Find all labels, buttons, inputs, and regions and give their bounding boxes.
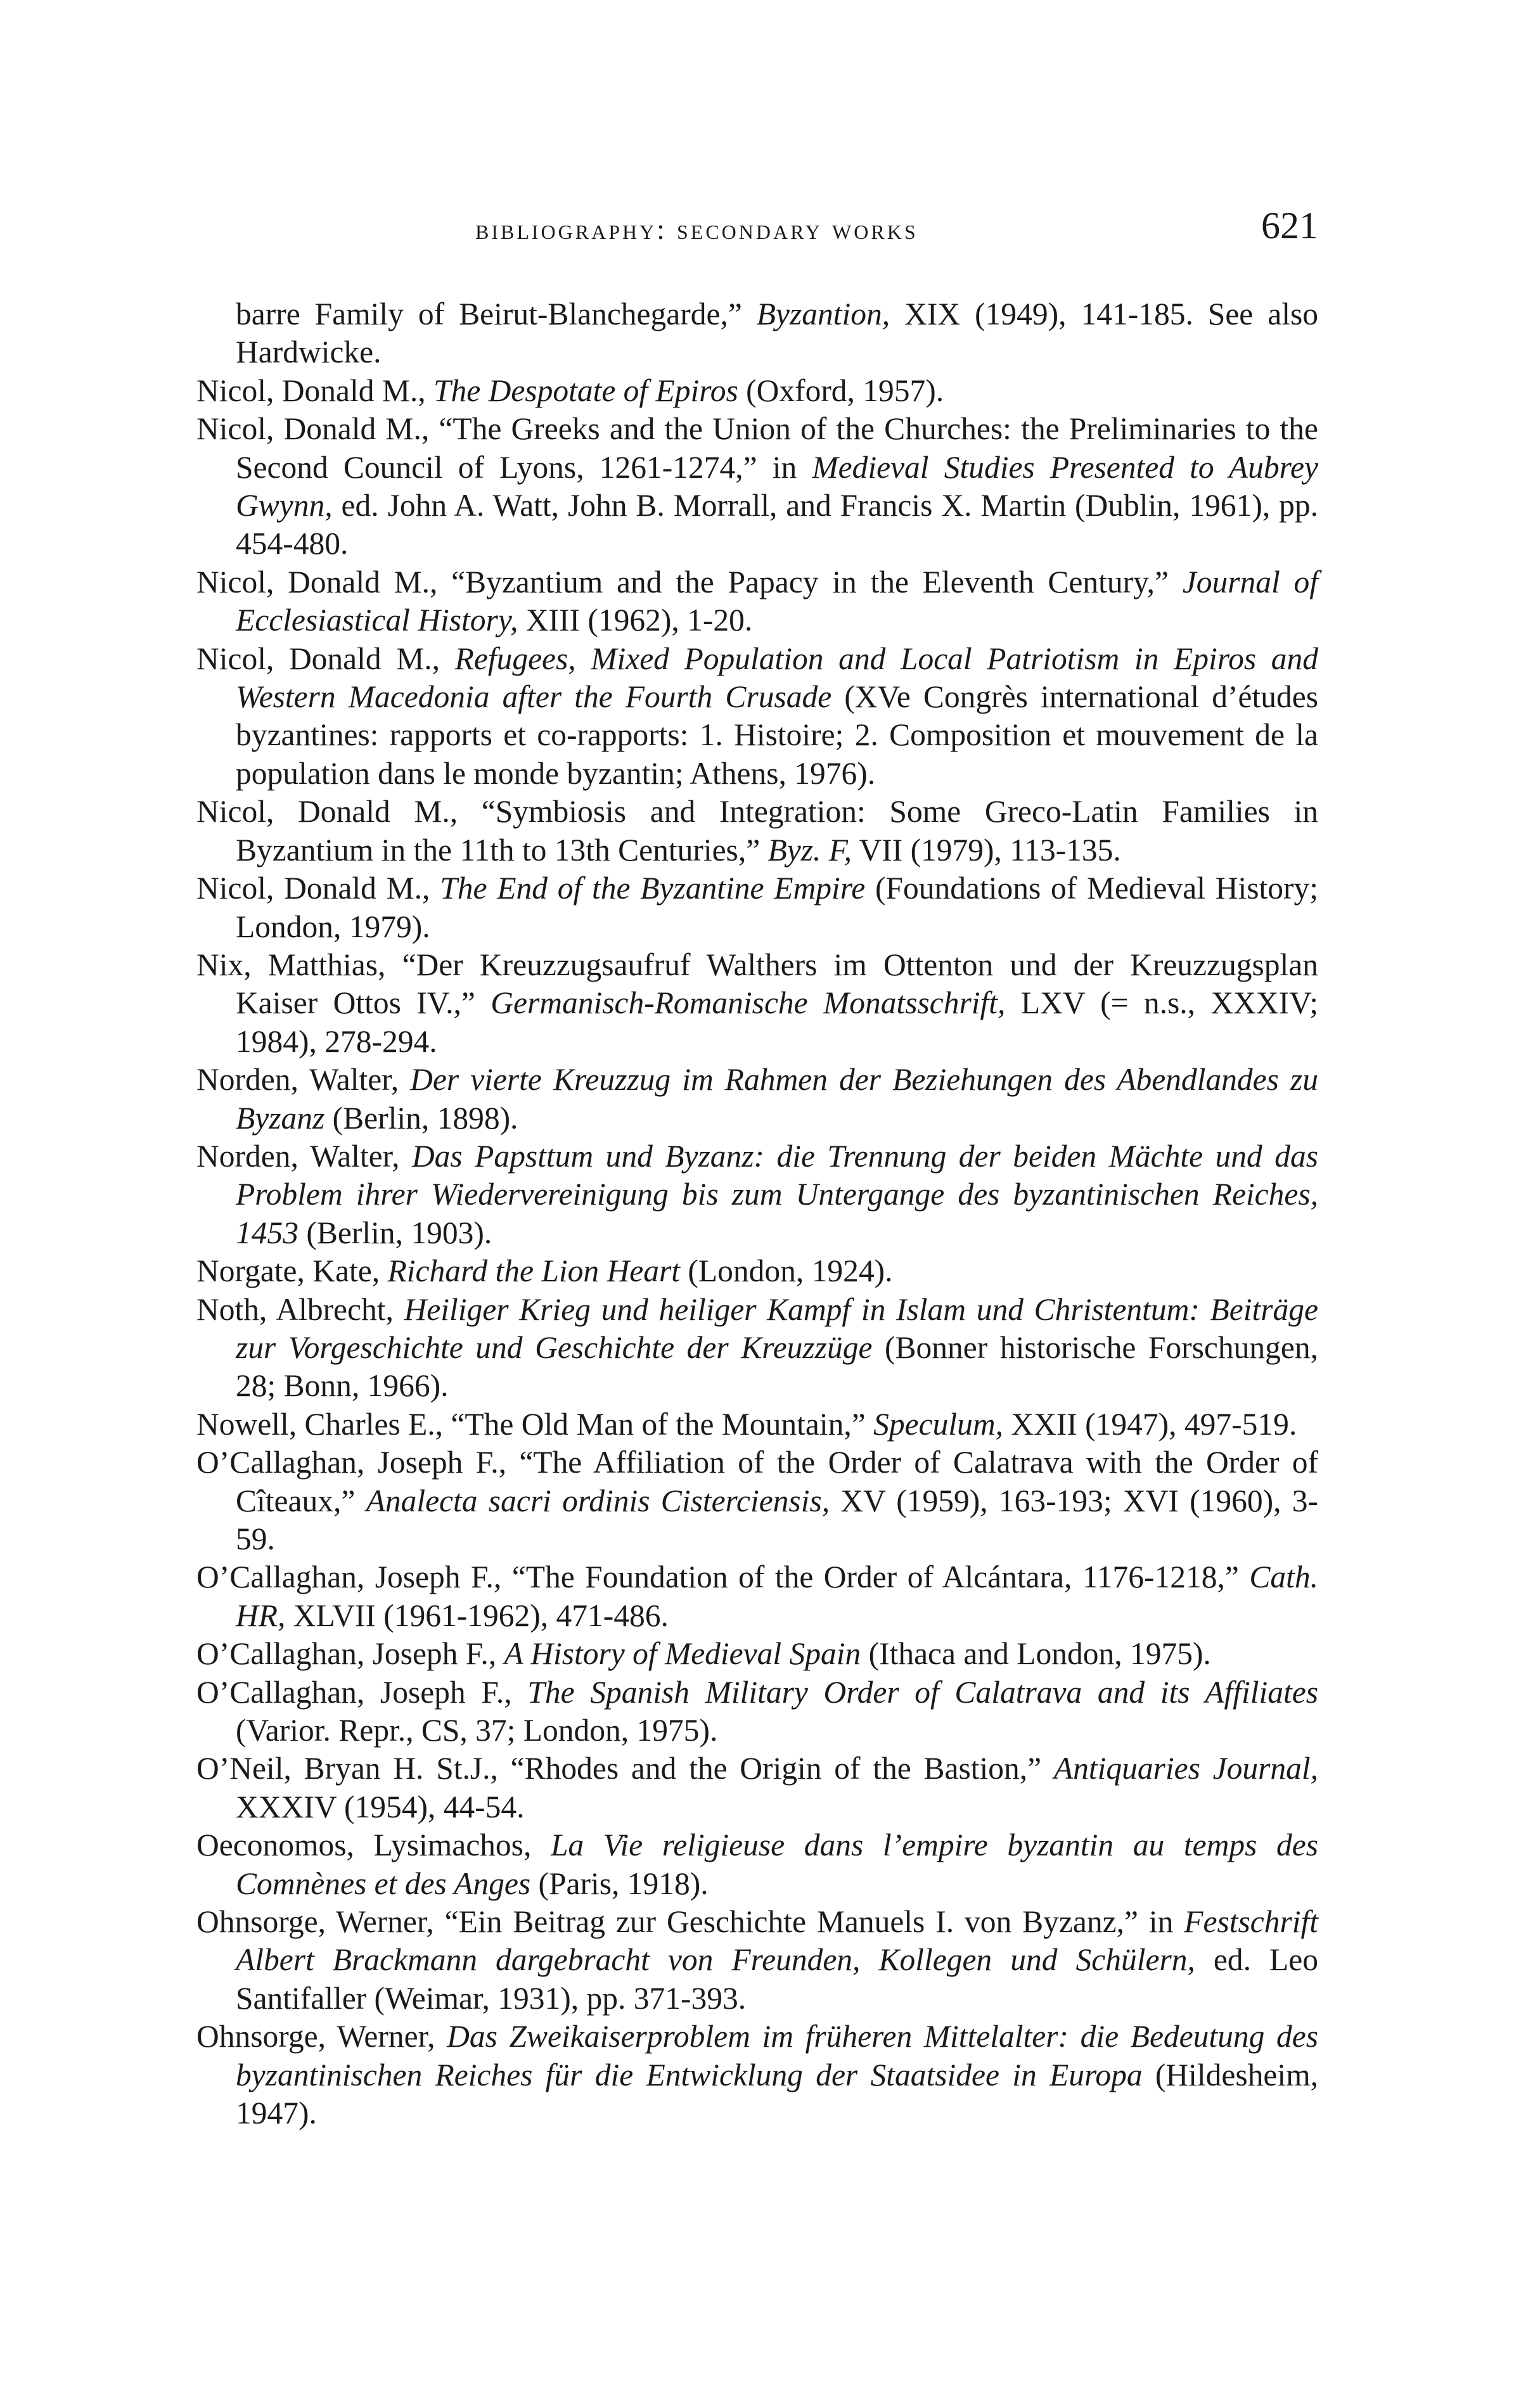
entry-text: Nix, Matthias, “Der Kreuzzugsaufruf Walthers im Ottenton und der Kreuzzugsplan Kaiser Ottos IV.,” — [196, 947, 1318, 1021]
entry-text: Ohnsorge, Werner, “Ein Beitrag zur Geschichte Manuels I. von Byzanz,” in — [196, 1904, 1184, 1940]
entry-title-italic: Germanisch-Romanische Monatsschrift, — [491, 985, 1006, 1021]
entry-title-italic: Das Papsttum und Byzanz: die Trennung der beiden Mächte und das Problem ihrer Wiedervereinigung bis zum Untergange des byzantinischen Reiches, 1453 — [236, 1138, 1318, 1250]
entry-text: Oeconomos, Lysimachos, — [196, 1828, 551, 1863]
entry-title-italic: Cath. HR, — [236, 1559, 1318, 1633]
entry-text: (Foundations of Medieval History; London, 1979). — [236, 871, 1319, 944]
entry-title-italic: Festschrift Albert Brackmann dargebracht von Freunden, Kollegen und Schülern, — [236, 1904, 1318, 1978]
entry-text: barre Family of Beirut-Blanchegarde,” — [236, 297, 757, 331]
entry-text: LXV (= n.s., XXXIV; 1984), 278-294. — [236, 985, 1318, 1059]
entry-text: XIX (1949), 141-185. See also Hardwicke. — [236, 297, 1319, 370]
bibliography-entry — [196, 1061, 1318, 1137]
bibliography-entry — [196, 563, 1318, 640]
bibliography-entry — [196, 640, 1318, 793]
entry-text: VII (1979), 113-135. — [852, 832, 1121, 868]
entry-title-italic: The Despotate of Epiros — [433, 373, 738, 408]
entry-title-italic: La Vie religieuse dans l’empire byzantin au temps des Comnènes et des Anges — [236, 1828, 1319, 1901]
entry-text: Nicol, Donald M., — [196, 641, 455, 676]
entry-text: (Hildesheim, 1947). — [236, 2057, 1318, 2131]
entry-text: (Bonner historische Forschungen, 28; Bonn, 1966). — [236, 1329, 1318, 1404]
entry-text: (Paris, 1918). — [530, 1866, 709, 1901]
entry-text: (London, 1924). — [680, 1253, 893, 1289]
bibliography-entry — [196, 869, 1318, 946]
bibliography-entry — [196, 1406, 1318, 1444]
bibliography-entry — [196, 372, 1318, 410]
entry-text: O’Callaghan, Joseph F., “The Foundation of the Order of Alcántara, 1176-1218,” — [196, 1559, 1250, 1595]
entry-title-italic: Der vierte Kreuzzug im Rahmen der Beziehungen des Abendlandes zu Byzanz — [236, 1062, 1318, 1136]
page-number: 621 — [1261, 205, 1318, 247]
entry-text: (Ithaca and London, 1975). — [861, 1636, 1211, 1672]
entry-title-italic: Das Zweikaiserproblem im früheren Mittelalter: die Bedeutung des byzantinischen Reiches für die Entwicklung der Staatsidee in Europa — [236, 2019, 1318, 2092]
entry-text: (Berlin, 1898). — [324, 1100, 518, 1136]
bibliography-entry-continued — [196, 295, 1318, 372]
entry-title-italic: Speculum, — [873, 1406, 1003, 1442]
entry-text: Nicol, Donald M., “Symbiosis and Integration: Some Greco-Latin Families in Byzantium in the 11th to 13th Centuries,” — [196, 794, 1318, 868]
bibliography-entry — [196, 1750, 1318, 1826]
bibliography-entry — [196, 1674, 1318, 1750]
bibliography-list — [196, 295, 1318, 2133]
bibliography-entry — [196, 1137, 1318, 1252]
entry-title-italic: Medieval Studies Presented to Aubrey Gwynn, — [236, 449, 1318, 523]
entry-text: Nowell, Charles E., “The Old Man of the Mountain,” — [196, 1406, 874, 1442]
entry-title-italic: Heiliger Krieg und heiliger Kampf in Islam und Christentum: Beiträge zur Vorgeschichte und Geschichte der Kreuzzüge — [236, 1291, 1318, 1365]
entry-text: XV (1959), 163-193; XVI (1960), 3-59. — [236, 1483, 1318, 1556]
entry-text: (Berlin, 1903). — [298, 1215, 492, 1250]
bibliography-entry — [196, 793, 1318, 869]
bibliography-entry — [196, 1444, 1318, 1558]
bibliography-entry — [196, 1291, 1318, 1406]
entry-text: Norden, Walter, — [196, 1062, 411, 1098]
entry-text: ed. John A. Watt, John B. Morrall, and Francis X. Martin (Dublin, 1961), pp. 454-480. — [236, 488, 1318, 561]
entry-text: ed. Leo Santifaller (Weimar, 1931), pp. 371-393. — [236, 1942, 1318, 2016]
entry-title-italic: The End of the Byzantine Empire — [440, 871, 866, 906]
entry-title-italic: Byz. F, — [767, 832, 852, 868]
entry-text: Nicol, Donald M., — [196, 871, 440, 906]
bibliography-entry — [196, 1635, 1318, 1673]
entry-title-italic: A History of Medieval Spain — [504, 1636, 861, 1672]
entry-title-italic: Richard the Lion Heart — [387, 1253, 680, 1289]
entry-title-italic: Byzantion, — [756, 297, 890, 331]
bibliography-entry — [196, 410, 1318, 563]
bibliography-entry — [196, 1826, 1318, 1903]
entry-text: Nicol, Donald M., — [196, 373, 433, 408]
bibliography-entry — [196, 946, 1318, 1061]
entry-text: (XVe Congrès international d’études byzantines: rapports et co-rapports: 1. Histoire; 2. Composition et mouvement de la population dans le monde byzantin; Athens, 1976). — [236, 679, 1318, 791]
bibliography-entry — [196, 2018, 1318, 2132]
entry-text: XLVII (1961-1962), 471-486. — [285, 1598, 669, 1633]
entry-text: (Varior. Repr., CS, 37; London, 1975). — [236, 1713, 718, 1748]
entry-title-italic: Analecta sacri ordinis Cisterciensis, — [366, 1483, 830, 1518]
entry-text: O’Callaghan, Joseph F., “The Affiliation of the Order of Calatrava with the Order of Cîteaux,” — [196, 1445, 1318, 1518]
entry-text: O’Callaghan, Joseph F., — [196, 1674, 528, 1710]
entry-text: O’Callaghan, Joseph F., — [196, 1636, 504, 1672]
entry-text: XXXIV (1954), 44-54. — [236, 1789, 525, 1824]
entry-text: XIII (1962), 1-20. — [518, 603, 753, 638]
entry-title-italic: Refugees, Mixed Population and Local Patriotism in Epiros and Western Macedonia after the Fourth Crusade — [236, 641, 1318, 715]
entry-text: (Oxford, 1957). — [738, 373, 944, 408]
entry-text: Norden, Walter, — [196, 1138, 412, 1174]
entry-title-italic: The Spanish Military Order of Calatrava and its Affiliates — [527, 1674, 1318, 1710]
entry-text: Noth, Albrecht, — [196, 1291, 404, 1327]
entry-text: XXII (1947), 497-519. — [1003, 1406, 1297, 1442]
entry-text: Ohnsorge, Werner, — [196, 2019, 447, 2054]
entry-text: Nicol, Donald M., “The Greeks and the Union of the Churches: the Preliminaries to the Second Council of Lyons, 1261-1274,” in — [196, 411, 1318, 485]
entry-title-italic: Journal of Ecclesiastical History, — [236, 564, 1318, 638]
entry-title-italic: Antiquaries Journal, — [1053, 1751, 1318, 1786]
bibliography-entry — [196, 1903, 1318, 2018]
entry-text: Nicol, Donald M., “Byzantium and the Papacy in the Eleventh Century,” — [196, 564, 1183, 599]
bibliography-entry — [196, 1252, 1318, 1290]
entry-text: O’Neil, Bryan H. St.J., “Rhodes and the Origin of the Bastion,” — [196, 1751, 1054, 1786]
entry-text: Norgate, Kate, — [196, 1253, 388, 1289]
running-head: bibliography: secondary works — [475, 214, 918, 245]
page-header — [196, 204, 1318, 255]
bibliography-entry — [196, 1558, 1318, 1635]
